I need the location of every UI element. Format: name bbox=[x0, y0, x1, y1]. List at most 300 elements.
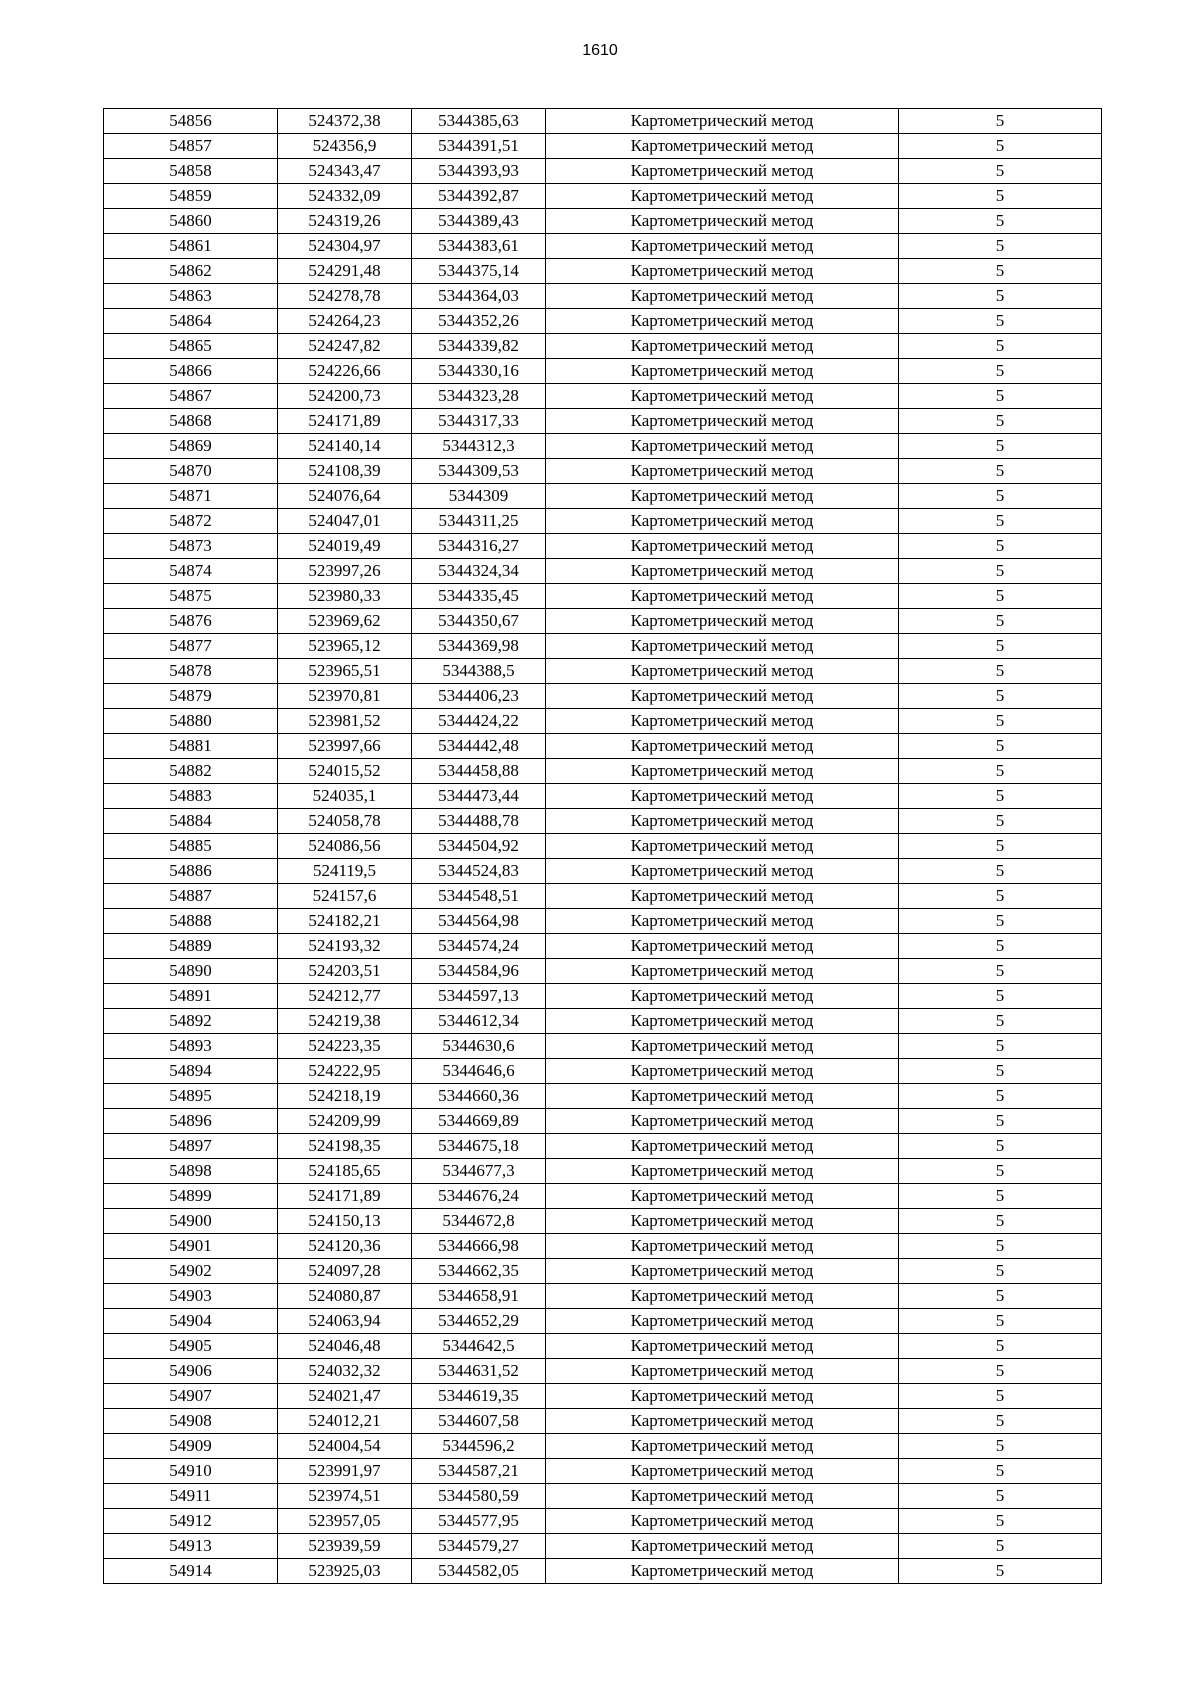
x-coordinate-cell: 524291,48 bbox=[278, 259, 412, 284]
table-row bbox=[104, 1209, 1102, 1234]
coordinates-table-body bbox=[104, 109, 1102, 1584]
method-cell: Картометрический метод bbox=[546, 1184, 899, 1209]
method-cell: Картометрический метод bbox=[546, 759, 899, 784]
y-coordinate-cell: 5344473,44 bbox=[412, 784, 546, 809]
point-number-cell: 54887 bbox=[104, 884, 278, 909]
accuracy-cell: 5 bbox=[899, 584, 1102, 609]
method-cell: Картометрический метод bbox=[546, 859, 899, 884]
point-number-cell: 54908 bbox=[104, 1409, 278, 1434]
method-cell: Картометрический метод bbox=[546, 984, 899, 1009]
point-number-cell: 54857 bbox=[104, 134, 278, 159]
method-cell: Картометрический метод bbox=[546, 484, 899, 509]
x-coordinate-cell: 523991,97 bbox=[278, 1459, 412, 1484]
method-cell: Картометрический метод bbox=[546, 1234, 899, 1259]
method-cell: Картометрический метод bbox=[546, 1559, 899, 1584]
x-coordinate-cell: 524203,51 bbox=[278, 959, 412, 984]
x-coordinate-cell: 524304,97 bbox=[278, 234, 412, 259]
point-number-cell: 54894 bbox=[104, 1059, 278, 1084]
point-number-cell: 54876 bbox=[104, 609, 278, 634]
point-number-cell: 54858 bbox=[104, 159, 278, 184]
point-number-cell: 54866 bbox=[104, 359, 278, 384]
x-coordinate-cell: 524119,5 bbox=[278, 859, 412, 884]
accuracy-cell: 5 bbox=[899, 1184, 1102, 1209]
point-number-cell: 54875 bbox=[104, 584, 278, 609]
point-number-cell: 54869 bbox=[104, 434, 278, 459]
y-coordinate-cell: 5344388,5 bbox=[412, 659, 546, 684]
accuracy-cell: 5 bbox=[899, 1534, 1102, 1559]
y-coordinate-cell: 5344652,29 bbox=[412, 1309, 546, 1334]
y-coordinate-cell: 5344309 bbox=[412, 484, 546, 509]
method-cell: Картометрический метод bbox=[546, 384, 899, 409]
point-number-cell: 54914 bbox=[104, 1559, 278, 1584]
y-coordinate-cell: 5344392,87 bbox=[412, 184, 546, 209]
point-number-cell: 54907 bbox=[104, 1384, 278, 1409]
x-coordinate-cell: 524063,94 bbox=[278, 1309, 412, 1334]
y-coordinate-cell: 5344612,34 bbox=[412, 1009, 546, 1034]
y-coordinate-cell: 5344574,24 bbox=[412, 934, 546, 959]
x-coordinate-cell: 524198,35 bbox=[278, 1134, 412, 1159]
y-coordinate-cell: 5344658,91 bbox=[412, 1284, 546, 1309]
table-row bbox=[104, 659, 1102, 684]
table-row bbox=[104, 1534, 1102, 1559]
table-row bbox=[104, 834, 1102, 859]
accuracy-cell: 5 bbox=[899, 1209, 1102, 1234]
x-coordinate-cell: 524356,9 bbox=[278, 134, 412, 159]
y-coordinate-cell: 5344312,3 bbox=[412, 434, 546, 459]
point-number-cell: 54886 bbox=[104, 859, 278, 884]
method-cell: Картометрический метод bbox=[546, 884, 899, 909]
method-cell: Картометрический метод bbox=[546, 809, 899, 834]
table-row bbox=[104, 1334, 1102, 1359]
table-row bbox=[104, 1359, 1102, 1384]
point-number-cell: 54884 bbox=[104, 809, 278, 834]
x-coordinate-cell: 524032,32 bbox=[278, 1359, 412, 1384]
table-row bbox=[104, 1259, 1102, 1284]
accuracy-cell: 5 bbox=[899, 734, 1102, 759]
accuracy-cell: 5 bbox=[899, 1309, 1102, 1334]
point-number-cell: 54881 bbox=[104, 734, 278, 759]
table-row bbox=[104, 1134, 1102, 1159]
point-number-cell: 54913 bbox=[104, 1534, 278, 1559]
method-cell: Картометрический метод bbox=[546, 909, 899, 934]
y-coordinate-cell: 5344323,28 bbox=[412, 384, 546, 409]
point-number-cell: 54910 bbox=[104, 1459, 278, 1484]
table-row bbox=[104, 584, 1102, 609]
x-coordinate-cell: 524343,47 bbox=[278, 159, 412, 184]
method-cell: Картометрический метод bbox=[546, 509, 899, 534]
point-number-cell: 54861 bbox=[104, 234, 278, 259]
point-number-cell: 54906 bbox=[104, 1359, 278, 1384]
table-row bbox=[104, 1009, 1102, 1034]
accuracy-cell: 5 bbox=[899, 784, 1102, 809]
accuracy-cell: 5 bbox=[899, 1409, 1102, 1434]
y-coordinate-cell: 5344660,36 bbox=[412, 1084, 546, 1109]
method-cell: Картометрический метод bbox=[546, 1359, 899, 1384]
accuracy-cell: 5 bbox=[899, 1359, 1102, 1384]
method-cell: Картометрический метод bbox=[546, 209, 899, 234]
x-coordinate-cell: 524140,14 bbox=[278, 434, 412, 459]
table-row bbox=[104, 884, 1102, 909]
y-coordinate-cell: 5344548,51 bbox=[412, 884, 546, 909]
table-row bbox=[104, 309, 1102, 334]
point-number-cell: 54880 bbox=[104, 709, 278, 734]
y-coordinate-cell: 5344524,83 bbox=[412, 859, 546, 884]
y-coordinate-cell: 5344442,48 bbox=[412, 734, 546, 759]
point-number-cell: 54890 bbox=[104, 959, 278, 984]
method-cell: Картометрический метод bbox=[546, 359, 899, 384]
table-row bbox=[104, 1284, 1102, 1309]
method-cell: Картометрический метод bbox=[546, 1009, 899, 1034]
x-coordinate-cell: 524086,56 bbox=[278, 834, 412, 859]
y-coordinate-cell: 5344389,43 bbox=[412, 209, 546, 234]
method-cell: Картометрический метод bbox=[546, 434, 899, 459]
x-coordinate-cell: 523925,03 bbox=[278, 1559, 412, 1584]
point-number-cell: 54888 bbox=[104, 909, 278, 934]
y-coordinate-cell: 5344646,6 bbox=[412, 1059, 546, 1084]
table-row bbox=[104, 409, 1102, 434]
accuracy-cell: 5 bbox=[899, 684, 1102, 709]
x-coordinate-cell: 523965,51 bbox=[278, 659, 412, 684]
x-coordinate-cell: 524120,36 bbox=[278, 1234, 412, 1259]
point-number-cell: 54900 bbox=[104, 1209, 278, 1234]
point-number-cell: 54868 bbox=[104, 409, 278, 434]
accuracy-cell: 5 bbox=[899, 1384, 1102, 1409]
y-coordinate-cell: 5344385,63 bbox=[412, 109, 546, 134]
accuracy-cell: 5 bbox=[899, 159, 1102, 184]
x-coordinate-cell: 524182,21 bbox=[278, 909, 412, 934]
x-coordinate-cell: 524185,65 bbox=[278, 1159, 412, 1184]
accuracy-cell: 5 bbox=[899, 1259, 1102, 1284]
table-row bbox=[104, 234, 1102, 259]
accuracy-cell: 5 bbox=[899, 109, 1102, 134]
accuracy-cell: 5 bbox=[899, 234, 1102, 259]
table-row bbox=[104, 1034, 1102, 1059]
method-cell: Картометрический метод bbox=[546, 934, 899, 959]
y-coordinate-cell: 5344619,35 bbox=[412, 1384, 546, 1409]
accuracy-cell: 5 bbox=[899, 409, 1102, 434]
table-row bbox=[104, 384, 1102, 409]
y-coordinate-cell: 5344352,26 bbox=[412, 309, 546, 334]
point-number-cell: 54874 bbox=[104, 559, 278, 584]
y-coordinate-cell: 5344324,34 bbox=[412, 559, 546, 584]
method-cell: Картометрический метод bbox=[546, 659, 899, 684]
x-coordinate-cell: 524080,87 bbox=[278, 1284, 412, 1309]
table-row bbox=[104, 259, 1102, 284]
y-coordinate-cell: 5344642,5 bbox=[412, 1334, 546, 1359]
x-coordinate-cell: 524015,52 bbox=[278, 759, 412, 784]
table-row bbox=[104, 959, 1102, 984]
table-row bbox=[104, 1084, 1102, 1109]
y-coordinate-cell: 5344631,52 bbox=[412, 1359, 546, 1384]
method-cell: Картометрический метод bbox=[546, 834, 899, 859]
method-cell: Картометрический метод bbox=[546, 634, 899, 659]
x-coordinate-cell: 523965,12 bbox=[278, 634, 412, 659]
x-coordinate-cell: 524319,26 bbox=[278, 209, 412, 234]
x-coordinate-cell: 523970,81 bbox=[278, 684, 412, 709]
table-row bbox=[104, 1109, 1102, 1134]
x-coordinate-cell: 523980,33 bbox=[278, 584, 412, 609]
y-coordinate-cell: 5344339,82 bbox=[412, 334, 546, 359]
method-cell: Картометрический метод bbox=[546, 1084, 899, 1109]
y-coordinate-cell: 5344672,8 bbox=[412, 1209, 546, 1234]
point-number-cell: 54870 bbox=[104, 459, 278, 484]
point-number-cell: 54904 bbox=[104, 1309, 278, 1334]
method-cell: Картометрический метод bbox=[546, 1059, 899, 1084]
point-number-cell: 54871 bbox=[104, 484, 278, 509]
accuracy-cell: 5 bbox=[899, 984, 1102, 1009]
method-cell: Картометрический метод bbox=[546, 1209, 899, 1234]
point-number-cell: 54862 bbox=[104, 259, 278, 284]
accuracy-cell: 5 bbox=[899, 534, 1102, 559]
table-row bbox=[104, 1409, 1102, 1434]
y-coordinate-cell: 5344330,16 bbox=[412, 359, 546, 384]
accuracy-cell: 5 bbox=[899, 1034, 1102, 1059]
x-coordinate-cell: 524200,73 bbox=[278, 384, 412, 409]
x-coordinate-cell: 524021,47 bbox=[278, 1384, 412, 1409]
table-row bbox=[104, 159, 1102, 184]
method-cell: Картометрический метод bbox=[546, 584, 899, 609]
x-coordinate-cell: 524278,78 bbox=[278, 284, 412, 309]
table-row bbox=[104, 1434, 1102, 1459]
table-row bbox=[104, 1309, 1102, 1334]
point-number-cell: 54901 bbox=[104, 1234, 278, 1259]
point-number-cell: 54878 bbox=[104, 659, 278, 684]
point-number-cell: 54882 bbox=[104, 759, 278, 784]
accuracy-cell: 5 bbox=[899, 659, 1102, 684]
method-cell: Картометрический метод bbox=[546, 159, 899, 184]
x-coordinate-cell: 524247,82 bbox=[278, 334, 412, 359]
accuracy-cell: 5 bbox=[899, 909, 1102, 934]
x-coordinate-cell: 524076,64 bbox=[278, 484, 412, 509]
y-coordinate-cell: 5344424,22 bbox=[412, 709, 546, 734]
point-number-cell: 54864 bbox=[104, 309, 278, 334]
x-coordinate-cell: 524218,19 bbox=[278, 1084, 412, 1109]
y-coordinate-cell: 5344317,33 bbox=[412, 409, 546, 434]
accuracy-cell: 5 bbox=[899, 1334, 1102, 1359]
table-row bbox=[104, 1509, 1102, 1534]
x-coordinate-cell: 524209,99 bbox=[278, 1109, 412, 1134]
point-number-cell: 54893 bbox=[104, 1034, 278, 1059]
x-coordinate-cell: 524058,78 bbox=[278, 809, 412, 834]
x-coordinate-cell: 523939,59 bbox=[278, 1534, 412, 1559]
accuracy-cell: 5 bbox=[899, 1459, 1102, 1484]
x-coordinate-cell: 523997,66 bbox=[278, 734, 412, 759]
accuracy-cell: 5 bbox=[899, 434, 1102, 459]
x-coordinate-cell: 524108,39 bbox=[278, 459, 412, 484]
table-row bbox=[104, 809, 1102, 834]
y-coordinate-cell: 5344393,93 bbox=[412, 159, 546, 184]
x-coordinate-cell: 524012,21 bbox=[278, 1409, 412, 1434]
accuracy-cell: 5 bbox=[899, 184, 1102, 209]
accuracy-cell: 5 bbox=[899, 334, 1102, 359]
y-coordinate-cell: 5344564,98 bbox=[412, 909, 546, 934]
x-coordinate-cell: 523957,05 bbox=[278, 1509, 412, 1534]
point-number-cell: 54899 bbox=[104, 1184, 278, 1209]
method-cell: Картометрический метод bbox=[546, 284, 899, 309]
x-coordinate-cell: 524226,66 bbox=[278, 359, 412, 384]
x-coordinate-cell: 523974,51 bbox=[278, 1484, 412, 1509]
accuracy-cell: 5 bbox=[899, 859, 1102, 884]
point-number-cell: 54903 bbox=[104, 1284, 278, 1309]
table-row bbox=[104, 684, 1102, 709]
table-row bbox=[104, 1234, 1102, 1259]
accuracy-cell: 5 bbox=[899, 959, 1102, 984]
y-coordinate-cell: 5344584,96 bbox=[412, 959, 546, 984]
table-row bbox=[104, 109, 1102, 134]
point-number-cell: 54898 bbox=[104, 1159, 278, 1184]
y-coordinate-cell: 5344504,92 bbox=[412, 834, 546, 859]
accuracy-cell: 5 bbox=[899, 834, 1102, 859]
x-coordinate-cell: 524332,09 bbox=[278, 184, 412, 209]
x-coordinate-cell: 524019,49 bbox=[278, 534, 412, 559]
table-row bbox=[104, 634, 1102, 659]
method-cell: Картометрический метод bbox=[546, 1034, 899, 1059]
x-coordinate-cell: 524046,48 bbox=[278, 1334, 412, 1359]
table-row bbox=[104, 934, 1102, 959]
x-coordinate-cell: 524219,38 bbox=[278, 1009, 412, 1034]
x-coordinate-cell: 524264,23 bbox=[278, 309, 412, 334]
y-coordinate-cell: 5344582,05 bbox=[412, 1559, 546, 1584]
point-number-cell: 54889 bbox=[104, 934, 278, 959]
y-coordinate-cell: 5344364,03 bbox=[412, 284, 546, 309]
accuracy-cell: 5 bbox=[899, 1484, 1102, 1509]
point-number-cell: 54872 bbox=[104, 509, 278, 534]
method-cell: Картометрический метод bbox=[546, 234, 899, 259]
table-row bbox=[104, 484, 1102, 509]
table-row bbox=[104, 559, 1102, 584]
accuracy-cell: 5 bbox=[899, 1284, 1102, 1309]
y-coordinate-cell: 5344577,95 bbox=[412, 1509, 546, 1534]
accuracy-cell: 5 bbox=[899, 634, 1102, 659]
y-coordinate-cell: 5344597,13 bbox=[412, 984, 546, 1009]
method-cell: Картометрический метод bbox=[546, 1484, 899, 1509]
point-number-cell: 54863 bbox=[104, 284, 278, 309]
method-cell: Картометрический метод bbox=[546, 1434, 899, 1459]
point-number-cell: 54911 bbox=[104, 1484, 278, 1509]
point-number-cell: 54856 bbox=[104, 109, 278, 134]
point-number-cell: 54892 bbox=[104, 1009, 278, 1034]
y-coordinate-cell: 5344406,23 bbox=[412, 684, 546, 709]
table-row bbox=[104, 1459, 1102, 1484]
point-number-cell: 54885 bbox=[104, 834, 278, 859]
point-number-cell: 54891 bbox=[104, 984, 278, 1009]
accuracy-cell: 5 bbox=[899, 884, 1102, 909]
y-coordinate-cell: 5344675,18 bbox=[412, 1134, 546, 1159]
accuracy-cell: 5 bbox=[899, 509, 1102, 534]
y-coordinate-cell: 5344669,89 bbox=[412, 1109, 546, 1134]
method-cell: Картометрический метод bbox=[546, 1284, 899, 1309]
accuracy-cell: 5 bbox=[899, 284, 1102, 309]
accuracy-cell: 5 bbox=[899, 1234, 1102, 1259]
point-number-cell: 54896 bbox=[104, 1109, 278, 1134]
table-row bbox=[104, 609, 1102, 634]
method-cell: Картометрический метод bbox=[546, 1259, 899, 1284]
x-coordinate-cell: 524047,01 bbox=[278, 509, 412, 534]
table-row bbox=[104, 1059, 1102, 1084]
x-coordinate-cell: 524157,6 bbox=[278, 884, 412, 909]
method-cell: Картометрический метод bbox=[546, 1384, 899, 1409]
accuracy-cell: 5 bbox=[899, 559, 1102, 584]
accuracy-cell: 5 bbox=[899, 1134, 1102, 1159]
accuracy-cell: 5 bbox=[899, 1159, 1102, 1184]
accuracy-cell: 5 bbox=[899, 209, 1102, 234]
table-row bbox=[104, 784, 1102, 809]
table-row bbox=[104, 734, 1102, 759]
accuracy-cell: 5 bbox=[899, 1109, 1102, 1134]
y-coordinate-cell: 5344666,98 bbox=[412, 1234, 546, 1259]
method-cell: Картометрический метод bbox=[546, 184, 899, 209]
point-number-cell: 54902 bbox=[104, 1259, 278, 1284]
x-coordinate-cell: 524222,95 bbox=[278, 1059, 412, 1084]
method-cell: Картометрический метод bbox=[546, 1509, 899, 1534]
point-number-cell: 54909 bbox=[104, 1434, 278, 1459]
method-cell: Картометрический метод bbox=[546, 1159, 899, 1184]
point-number-cell: 54905 bbox=[104, 1334, 278, 1359]
method-cell: Картометрический метод bbox=[546, 1534, 899, 1559]
point-number-cell: 54879 bbox=[104, 684, 278, 709]
y-coordinate-cell: 5344488,78 bbox=[412, 809, 546, 834]
table-row bbox=[104, 134, 1102, 159]
point-number-cell: 54897 bbox=[104, 1134, 278, 1159]
y-coordinate-cell: 5344596,2 bbox=[412, 1434, 546, 1459]
y-coordinate-cell: 5344676,24 bbox=[412, 1184, 546, 1209]
method-cell: Картометрический метод bbox=[546, 959, 899, 984]
method-cell: Картометрический метод bbox=[546, 709, 899, 734]
table-row bbox=[104, 1484, 1102, 1509]
x-coordinate-cell: 523981,52 bbox=[278, 709, 412, 734]
table-row bbox=[104, 1184, 1102, 1209]
accuracy-cell: 5 bbox=[899, 1009, 1102, 1034]
y-coordinate-cell: 5344677,3 bbox=[412, 1159, 546, 1184]
accuracy-cell: 5 bbox=[899, 459, 1102, 484]
table-row bbox=[104, 534, 1102, 559]
x-coordinate-cell: 524212,77 bbox=[278, 984, 412, 1009]
accuracy-cell: 5 bbox=[899, 1084, 1102, 1109]
accuracy-cell: 5 bbox=[899, 809, 1102, 834]
x-coordinate-cell: 524097,28 bbox=[278, 1259, 412, 1284]
accuracy-cell: 5 bbox=[899, 259, 1102, 284]
table-row bbox=[104, 184, 1102, 209]
method-cell: Картометрический метод bbox=[546, 1334, 899, 1359]
accuracy-cell: 5 bbox=[899, 359, 1102, 384]
accuracy-cell: 5 bbox=[899, 709, 1102, 734]
table-row bbox=[104, 359, 1102, 384]
table-row bbox=[104, 459, 1102, 484]
method-cell: Картометрический метод bbox=[546, 409, 899, 434]
table-row bbox=[104, 334, 1102, 359]
table-row bbox=[104, 509, 1102, 534]
method-cell: Картометрический метод bbox=[546, 1134, 899, 1159]
y-coordinate-cell: 5344587,21 bbox=[412, 1459, 546, 1484]
x-coordinate-cell: 524150,13 bbox=[278, 1209, 412, 1234]
x-coordinate-cell: 524223,35 bbox=[278, 1034, 412, 1059]
y-coordinate-cell: 5344316,27 bbox=[412, 534, 546, 559]
y-coordinate-cell: 5344607,58 bbox=[412, 1409, 546, 1434]
accuracy-cell: 5 bbox=[899, 1559, 1102, 1584]
y-coordinate-cell: 5344375,14 bbox=[412, 259, 546, 284]
table-row bbox=[104, 1384, 1102, 1409]
x-coordinate-cell: 524171,89 bbox=[278, 1184, 412, 1209]
y-coordinate-cell: 5344369,98 bbox=[412, 634, 546, 659]
y-coordinate-cell: 5344383,61 bbox=[412, 234, 546, 259]
point-number-cell: 54867 bbox=[104, 384, 278, 409]
accuracy-cell: 5 bbox=[899, 1059, 1102, 1084]
table-row bbox=[104, 984, 1102, 1009]
x-coordinate-cell: 523969,62 bbox=[278, 609, 412, 634]
method-cell: Картометрический метод bbox=[546, 134, 899, 159]
table-row bbox=[104, 284, 1102, 309]
y-coordinate-cell: 5344580,59 bbox=[412, 1484, 546, 1509]
